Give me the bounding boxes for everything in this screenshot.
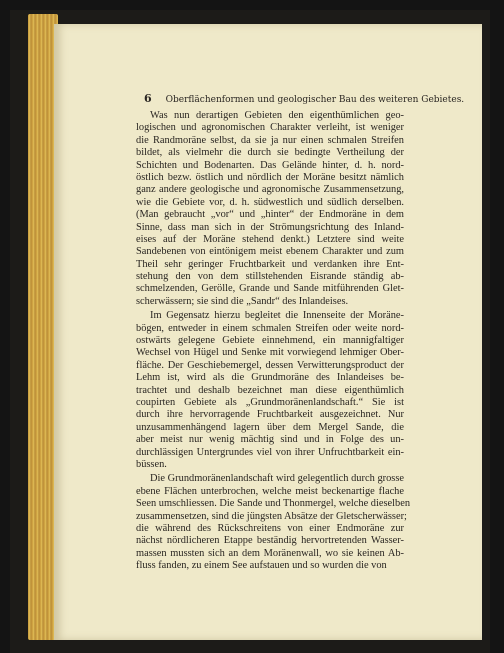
text-line: coupirten Gebiete als „Grundmoränenlandschaft.“ Sie ist [136, 396, 404, 408]
text-line: stehung den von dem stillstehenden Eisrande ständig ab- [136, 271, 404, 283]
text-line: unzusammenhängend lagern über dem Mergel Sande, die [136, 421, 404, 433]
text-line: Seen umschliessen. Die Sande und Thonmergel, welche dieselben [136, 498, 411, 510]
text-line: Sandebenen von eintönigem meist ebenem Charakter und zum [136, 246, 404, 258]
text-line: Theil sehr geringer Fruchtbarkeit und verdanken ihre Ent- [136, 258, 404, 270]
text-line: nächst nördlicheren Etappe beständig hervortretenden Wasser- [136, 535, 404, 547]
text-line: Die Grundmoränenlandschaft wird gelegentlich durch grosse [150, 473, 404, 485]
text-line: fluss fanden, zu einem See aufstauen und so wurden die von [136, 560, 387, 572]
text-line: durchlässigen Untergrundes viel von ihrer Unfruchtbarkeit ein- [136, 446, 404, 458]
text-line: ganz andere geologische und agronomische Zusammensetzung, [136, 184, 404, 196]
text-line: Sinne, dass man sich in der Strömungsrichtung des Inland- [136, 221, 404, 233]
text-line: die während des Rückschreitens von einer Endmoräne zur [136, 522, 404, 534]
text-line: logischen und agronomischen Charakter verleiht, ist weniger [136, 122, 404, 134]
page-number: 6 [144, 92, 152, 105]
text-line: scherwässern; sie sind die „Sandr“ des Inlandeises. [136, 295, 349, 307]
body-text [136, 110, 411, 572]
running-header [144, 92, 465, 106]
text-line: wie die Gebiete vor, d. h. südwestlich und südlich derselben. [136, 196, 404, 208]
text-line: trachtet und deshalb bezeichnet man diese eigenthümlich [136, 384, 404, 396]
paragraph [136, 310, 404, 471]
text-line: durch ihre hervorragende Fruchtbarkeit ausgezeichnet. Nur [136, 409, 404, 421]
text-line: zusammensetzen, sind die jüngsten Absätze der Gletscherwässer; [136, 510, 407, 522]
text-line: Im Gegensatz hierzu begleitet die Innenseite der Moräne- [150, 310, 404, 322]
text-line: aber meist nur wenig mächtig sind und in Folge des un- [136, 434, 404, 446]
paragraph [136, 473, 411, 572]
text-line: Lehm ist, wird als die Grundmoräne des Inlandeises be- [136, 372, 404, 384]
text-line: (Man gebraucht „vor“ und „hinter“ der Endmoräne in dem [136, 209, 404, 221]
text-line: östlich bezw. östlich und nördlich der Moräne besitzt nämlich [136, 171, 404, 183]
text-line: Schichten und Bodenarten. Das Gelände hinter, d. h. nord- [136, 159, 404, 171]
text-line: ebene Flächen unterbrochen, welche meist beckenartige flache [136, 485, 404, 497]
text-line: büssen. [136, 458, 167, 470]
text-line: eises auf der Moräne stehend denkt.) Letztere sind weite [136, 233, 404, 245]
text-line: Was nun derartigen Gebieten den eigenthümlichen geo- [150, 110, 404, 121]
text-line: ostwärts gelegene Gebiete einnehmend, ein mannigfaltiger [136, 335, 404, 347]
text-line: bildet, als vielmehr die durch sie bedingte Vertheilung der [136, 147, 404, 159]
text-line: bögen, entweder in einem schmalen Streifen oder weite nord- [136, 322, 404, 334]
running-title: Oberflächenformen und geologischer Bau des weiteren Gebietes. [165, 95, 465, 105]
text-line: die Randmoräne selbst, da sie ja nur einen schmalen Streifen [136, 134, 404, 146]
text-line: schmelzenden, Gerölle, Grande und Sande mitführenden Glet- [136, 283, 404, 295]
text-line: fläche. Der Geschiebemergel, dessen Verwitterungsproduct der [136, 359, 404, 371]
text-line: massen mussten sich an dem Moränenwall, wo sie keinen Ab- [136, 547, 404, 559]
paragraph [136, 110, 404, 308]
text-line: Wechsel von Hügel und Senke mit vorwiegend lehmiger Ober- [136, 347, 404, 359]
